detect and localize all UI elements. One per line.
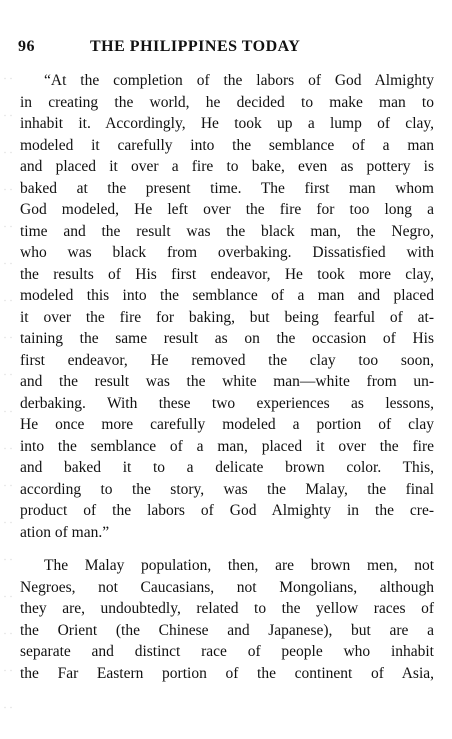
text-line: baked at the present time. The first man whom (20, 179, 434, 197)
text-line: modeled it carefully into the semblance of a man (20, 136, 434, 154)
text-line: separate and distinct race of people who inhabit (20, 643, 434, 660)
page-number: 96 (18, 38, 35, 55)
text-line: and the result was the white man—white from un- (20, 373, 434, 390)
text-line: modeled this into the semblance of a man and placed (20, 287, 434, 304)
running-head-title: THE PHILIPPINES TODAY (90, 38, 301, 55)
text-line: and placed it over a fire to bake, even as pottery is (20, 158, 434, 175)
text-line: the Orient (the Chinese and Japanese), but are a (20, 621, 434, 639)
text-line: inhabit it. Accordingly, He took up a lump of clay, (20, 115, 434, 132)
text-line: the Far Eastern portion of the continent of Asia, (20, 664, 434, 682)
text-line: time and the result was the black man, the Negro, (20, 222, 434, 240)
page-header (18, 38, 438, 62)
text-line: according to the story, was the Malay, the final (20, 480, 434, 498)
scan-margin-specks (2, 60, 14, 720)
text-line: it over the fire for baking, but being fearful of at- (20, 308, 434, 326)
text-line: in creating the world, he decided to make man to (20, 93, 434, 111)
text-line: product of the labors of God Almighty in the cre- (20, 502, 434, 519)
text-line: and baked it to a delicate brown color. This, (20, 459, 434, 476)
quoted-legend-block (20, 70, 434, 543)
text-line: they are, undoubtedly, related to the yellow races of (20, 600, 434, 617)
text-line: derbaking. With these two experiences as lessons, (20, 394, 434, 412)
text-line: “At the completion of the labors of God Almighty (44, 72, 434, 89)
text-line: He once more carefully modeled a portion of clay (20, 416, 434, 433)
text-line: God modeled, He left over the fire for too long a (20, 201, 434, 218)
text-line: ation of man.” (20, 523, 110, 541)
text-line: who was black from overbaking. Dissatisfied with (20, 244, 434, 261)
body-paragraph (20, 555, 434, 684)
text-line: taining the same result as on the occasion of His (20, 330, 434, 347)
text-line: first endeavor, He removed the clay too soon, (20, 351, 434, 369)
text-line: The Malay population, then, are brown men, not (44, 557, 434, 574)
text-line: into the semblance of a man, placed it over the fire (20, 437, 434, 455)
text-line: the results of His first endeavor, He took more clay, (20, 265, 434, 283)
text-line: Negroes, not Caucasians, not Mongolians, although (20, 578, 434, 596)
